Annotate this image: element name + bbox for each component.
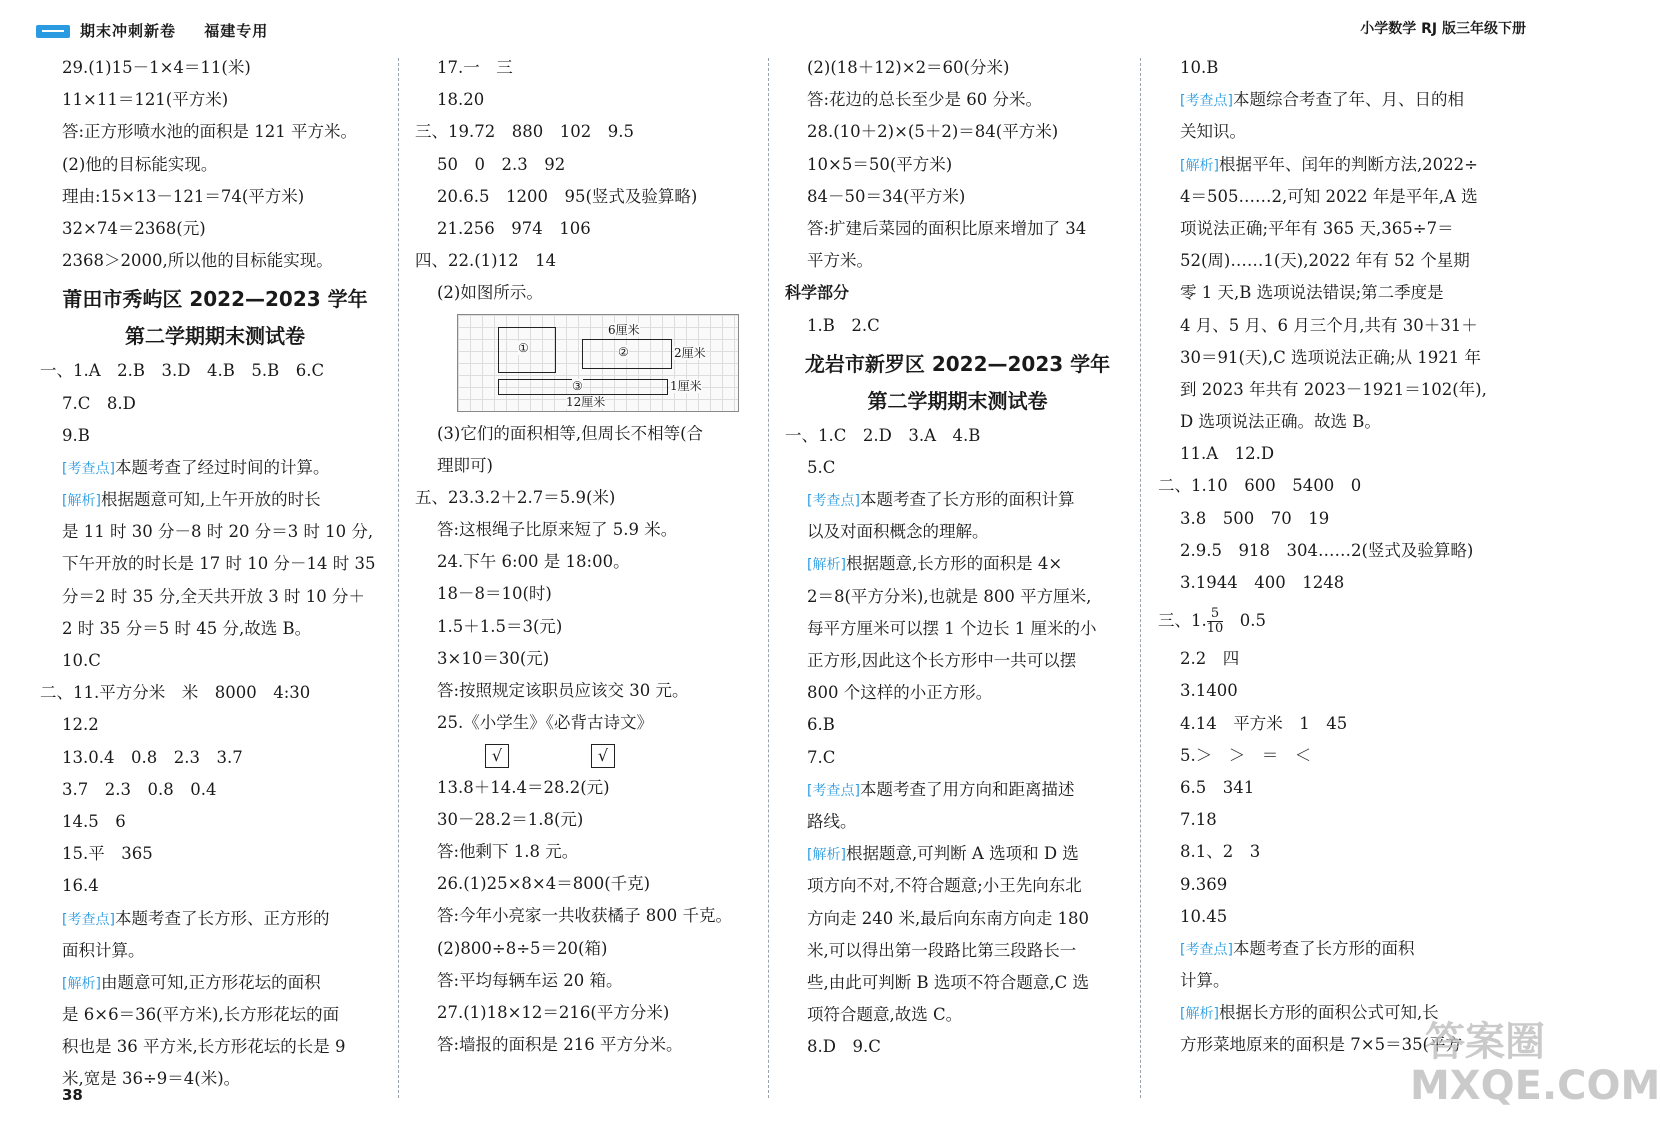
note-text: 800 个这样的小正方形。 <box>807 683 993 703</box>
answer-line: 15.平 365 <box>62 844 153 864</box>
checked-box-1: √ <box>485 744 509 768</box>
fraction-prefix: 三、1. <box>1158 611 1207 631</box>
note-line <box>1158 933 1530 965</box>
answer-line: 3×10＝30(元) <box>437 648 550 668</box>
grid-figure <box>457 314 739 412</box>
label-2cm: 2厘米 <box>674 345 706 360</box>
answer-line: (2)800÷8÷5＝20(箱) <box>437 938 608 958</box>
note-text: 根据长方形的面积公式可知,长 <box>1218 1003 1439 1023</box>
label-12cm: 12厘米 <box>566 394 606 409</box>
note-line <box>785 870 1130 902</box>
note-text: 些,由此可判断 B 选项不符合题意,C 选 <box>807 972 1089 992</box>
note-line <box>785 774 1130 806</box>
fraction-suffix: 0.5 <box>1223 611 1267 631</box>
note-line <box>785 967 1130 999</box>
column-divider <box>768 58 769 1098</box>
answer-line: 二、11.平方分米 米 8000 4:30 <box>40 683 311 703</box>
note-line <box>1158 245 1530 277</box>
note-text: 2＝8(平方分米),也就是 800 平方厘米, <box>807 586 1092 606</box>
note-tag: [考查点] <box>807 782 860 799</box>
note-line <box>1158 374 1530 406</box>
watermark-logo: 答案圈 MXQE.COM <box>1410 1019 1660 1109</box>
answer-line: 答:扩建后菜园的面积比原来增加了 34 <box>807 218 1087 238</box>
answer-line: 24.下午 6:00 是 18:00。 <box>437 552 630 572</box>
note-tag: [解析] <box>807 557 846 574</box>
answer-line: 答:墙报的面积是 216 平方分米。 <box>437 1035 683 1055</box>
answer-line: 29.(1)15－1×4＝11(米) <box>62 58 251 77</box>
checked-box-2: √ <box>591 744 615 768</box>
answer-line: 13.0.4 0.8 2.3 3.7 <box>62 747 243 767</box>
answer-line: 3.7 2.3 0.8 0.4 <box>62 779 217 799</box>
answer-line: 84－50＝34(平方米) <box>807 186 966 206</box>
note-text: 下午开放的时长是 17 时 10 分－14 时 35 <box>62 554 376 574</box>
answer-line: 5.＞ ＞ ＝ ＜ <box>1180 745 1312 765</box>
note-line <box>785 677 1130 709</box>
shape-3-label: ③ <box>572 378 583 393</box>
note-tag: [考查点] <box>1180 93 1233 110</box>
note-text: 积也是 36 平方米,长方形花坛的长是 9 <box>62 1037 346 1057</box>
answer-line: 11×11＝121(平方米) <box>62 90 229 110</box>
note-text: 米,可以得出第一段路比第三段路长一 <box>807 940 1077 960</box>
answer-line: 3.1400 <box>1180 681 1238 701</box>
note-line <box>785 903 1130 935</box>
answer-line: 30－28.2＝1.8(元) <box>437 809 584 829</box>
note-line <box>40 999 390 1031</box>
answer-line: 9.B <box>62 425 90 445</box>
answer-line: 7.18 <box>1180 810 1217 830</box>
answer-line: 答:正方形喷水池的面积是 121 平方米。 <box>62 122 358 142</box>
note-line <box>40 484 390 516</box>
note-text: 是 6×6＝36(平方米),长方形花坛的面 <box>62 1005 340 1025</box>
shape-1-label: ① <box>518 340 529 355</box>
answer-column-4 <box>1158 52 1530 1062</box>
fraction-denominator: 10 <box>1206 621 1224 637</box>
answer-line: 一、1.A 2.B 3.D 4.B 5.B 6.C <box>40 361 325 381</box>
series-logo-icon <box>36 25 70 38</box>
answer-line: 18.20 <box>437 90 485 110</box>
answer-line: 答:平均每辆车运 20 箱。 <box>437 970 623 990</box>
note-text: 本题考查了经过时间的计算。 <box>114 457 330 477</box>
answer-line: (2)他的目标能实现。 <box>62 154 218 174</box>
answer-line: 10×5＝50(平方米) <box>807 154 953 174</box>
answer-line: 理由:15×13－121＝74(平方米) <box>62 186 305 206</box>
note-line <box>785 516 1130 548</box>
answer-line: (2)如图所示。 <box>437 283 543 303</box>
page-header <box>0 0 1600 52</box>
fraction-numerator: 5 <box>1207 607 1224 622</box>
note-text: 52(周)……1(天),2022 年有 52 个星期 <box>1180 251 1470 271</box>
note-text: 2 时 35 分＝5 时 45 分,故选 B。 <box>62 618 312 638</box>
answer-line: 17.一 三 <box>437 58 513 77</box>
answer-line: 14.5 6 <box>62 811 126 831</box>
note-text: 是 11 时 30 分－8 时 20 分＝3 时 10 分, <box>62 522 374 542</box>
answer-line: 答:花边的总长至少是 60 分米。 <box>807 90 1043 110</box>
note-text: 根据题意,长方形的面积是 4× <box>845 554 1063 574</box>
note-text: 每平方厘米可以摆 1 个边长 1 厘米的小 <box>807 618 1097 638</box>
note-text: 4 月、5 月、6 月三个月,共有 30＋31＋ <box>1180 315 1478 335</box>
answer-line: 5.C <box>807 457 836 477</box>
note-line <box>40 613 390 645</box>
answer-line: 20.6.5 1200 95(竖式及验算略) <box>437 186 698 206</box>
exam-title: 龙岩市新罗区 2022—2023 学年 <box>804 351 1111 376</box>
answer-line: 32×74＝2368(元) <box>62 218 206 238</box>
note-text: 路线。 <box>807 811 857 831</box>
shape-2-label: ② <box>618 344 629 359</box>
answer-line: 28.(10＋2)×(5＋2)＝84(平方米) <box>807 122 1059 142</box>
note-line <box>1158 213 1530 245</box>
series-title: 期末冲刺新卷 <box>80 22 177 40</box>
note-line <box>1158 277 1530 309</box>
note-tag: [解析] <box>62 493 101 510</box>
answer-line: 10.C <box>62 651 101 670</box>
answer-line: 11.A 12.D <box>1180 444 1275 464</box>
note-text: 面积计算。 <box>62 940 145 960</box>
note-line <box>785 838 1130 870</box>
note-text: 到 2023 年共有 2023－1921＝102(年), <box>1180 379 1487 399</box>
note-line <box>40 516 390 548</box>
note-line <box>1158 181 1530 213</box>
page-number: 38 <box>62 1086 83 1104</box>
answer-line: 16.4 <box>62 876 99 896</box>
note-text: 本题考查了长方形、正方形的 <box>114 908 330 928</box>
note-line <box>40 967 390 999</box>
note-line <box>1158 310 1530 342</box>
answer-line: 答:按照规定该职员应该交 30 元。 <box>437 681 689 700</box>
note-tag: [解析] <box>62 975 101 992</box>
answer-line: 9.369 <box>1180 874 1228 894</box>
science-heading: 科学部分 <box>785 283 850 303</box>
answer-line: 21.256 974 106 <box>437 218 591 238</box>
note-text: 本题综合考查了年、月、日的相 <box>1232 90 1464 110</box>
answer-line: 50 0 2.3 92 <box>437 154 566 174</box>
answer-line: 答:这根绳子比原来短了 5.9 米。 <box>437 520 678 540</box>
note-text: 分＝2 时 35 分,全天共开放 3 时 10 分＋ <box>62 586 365 606</box>
answer-line: 26.(1)25×8×4＝800(千克) <box>437 874 651 894</box>
note-tag: [考查点] <box>1180 941 1233 958</box>
note-line <box>1158 116 1530 148</box>
note-tag: [考查点] <box>62 460 115 477</box>
note-line <box>40 1063 390 1095</box>
note-text: 正方形,因此这个长方形中一共可以摆 <box>807 651 1077 670</box>
note-line <box>1158 406 1530 438</box>
note-text: 4＝505……2,可知 2022 年是平年,A 选 <box>1180 186 1478 206</box>
note-text: 关知识。 <box>1180 122 1246 142</box>
answer-column-1 <box>40 52 390 1096</box>
note-text: 本题考查了长方形的面积 <box>1232 938 1415 958</box>
answer-line: 2.9.5 918 304……2(竖式及验算略) <box>1180 540 1474 560</box>
note-text: D 选项说法正确。故选 B。 <box>1180 412 1381 432</box>
note-text: 本题考查了长方形的面积计算 <box>859 490 1075 510</box>
answer-line: 13.8＋14.4＝28.2(元) <box>437 777 610 797</box>
answer-line: 答:今年小亮家一共收获橘子 800 千克。 <box>437 906 733 926</box>
checkbox-row <box>415 739 760 771</box>
answer-line: (3)它们的面积相等,但周长不相等(合 <box>437 423 704 443</box>
column-divider <box>398 58 399 1098</box>
note-tag: [解析] <box>1180 1006 1219 1023</box>
answer-line: 1.B 2.C <box>807 315 880 335</box>
note-text: 零 1 天,B 选项说法错误;第二季度是 <box>1180 283 1444 303</box>
note-text: 30＝91(天),C 选项说法正确;从 1921 年 <box>1180 347 1482 367</box>
rect-3 <box>498 379 668 395</box>
column-divider <box>1140 58 1141 1098</box>
answer-line: (2)(18＋12)×2＝60(分米) <box>807 58 1010 77</box>
answer-line: 1.5＋1.5＝3(元) <box>437 616 563 636</box>
note-line <box>1158 149 1530 181</box>
note-line <box>785 548 1130 580</box>
label-6cm: 6厘米 <box>608 322 640 337</box>
fraction-line <box>1158 599 1530 643</box>
note-line <box>40 452 390 484</box>
answer-line: 二、1.10 600 5400 0 <box>1158 476 1362 496</box>
note-line <box>785 935 1130 967</box>
answer-line: 五、23.3.2＋2.7＝5.9(米) <box>415 487 616 507</box>
note-text: 以及对面积概念的理解。 <box>807 522 989 542</box>
answer-line: 25.《小学生》《必背古诗文》 <box>437 713 653 733</box>
note-line <box>785 484 1130 516</box>
answer-line: 10.B <box>1180 58 1219 77</box>
note-line <box>1158 84 1530 116</box>
note-text: 方形菜地原来的面积是 7×5＝35(平方 <box>1180 1035 1462 1055</box>
note-text: 米,宽是 36÷9＝4(米)。 <box>62 1069 241 1089</box>
note-text: 本题考查了用方向和距离描述 <box>859 779 1075 799</box>
answer-line: 四、22.(1)12 14 <box>415 251 557 271</box>
note-line <box>785 806 1130 838</box>
edition-label: 福建专用 <box>204 22 269 40</box>
fraction <box>1207 607 1224 636</box>
note-text: 由题意可知,正方形花坛的面积 <box>100 972 321 992</box>
subject-label: 小学数学 RJ 版三年级下册 <box>1360 21 1526 37</box>
exam-title: 莆田市秀屿区 2022—2023 学年 <box>62 287 368 312</box>
answer-line: 4.14 平方米 1 45 <box>1180 713 1348 733</box>
header-left <box>80 20 290 41</box>
answer-line: 12.2 <box>62 715 99 735</box>
answer-line: 8.1、2 3 <box>1180 842 1261 862</box>
answer-line: 18－8＝10(时) <box>437 584 552 604</box>
note-text: 项符合题意,故选 C。 <box>807 1005 963 1025</box>
answer-line: 7.C <box>807 747 836 767</box>
label-1cm: 1厘米 <box>670 378 702 393</box>
note-line <box>1158 965 1530 997</box>
note-text: 计算。 <box>1180 971 1230 991</box>
answer-line: 10.45 <box>1180 906 1228 926</box>
note-line <box>1158 342 1530 374</box>
note-text: 根据题意可知,上午开放的时长 <box>100 490 321 510</box>
answer-line: 3.1944 400 1248 <box>1180 573 1345 592</box>
note-line <box>40 903 390 935</box>
exam-subtitle: 第二学期期末测试卷 <box>867 388 1048 413</box>
note-line <box>40 581 390 613</box>
note-text: 项方向不对,不符合题意;小王先向东北 <box>807 876 1082 896</box>
note-line <box>40 548 390 580</box>
note-text: 根据平年、闰年的判断方法,2022÷ <box>1218 154 1478 174</box>
answer-line: 2368＞2000,所以他的目标能实现。 <box>62 251 333 271</box>
answer-column-2 <box>415 52 760 1061</box>
answer-line: 3.8 500 70 19 <box>1180 508 1330 528</box>
note-tag: [解析] <box>807 847 846 864</box>
answer-line: 一、1.C 2.D 3.A 4.B <box>785 425 981 445</box>
note-line <box>40 1031 390 1063</box>
note-text: 项说法正确;平年有 365 天,365÷7＝ <box>1180 218 1454 238</box>
exam-subtitle: 第二学期期末测试卷 <box>125 324 305 349</box>
note-text: 方向走 240 米,最后向东南方向走 180 <box>807 908 1089 928</box>
answer-line: 6.5 341 <box>1180 777 1255 797</box>
answer-line: 答:他剩下 1.8 元。 <box>437 841 579 861</box>
note-line <box>785 581 1130 613</box>
answer-line: 平方米。 <box>807 251 873 271</box>
answer-column-3 <box>785 52 1130 1063</box>
note-tag: [考查点] <box>62 911 115 928</box>
note-tag: [考查点] <box>807 493 860 510</box>
note-text: 根据题意,可判断 A 选项和 D 选 <box>845 844 1079 864</box>
note-line <box>785 613 1130 645</box>
note-tag: [解析] <box>1180 157 1219 174</box>
note-line <box>785 999 1130 1031</box>
answer-line: 理即可) <box>437 455 493 475</box>
answer-line: 6.B <box>807 715 835 735</box>
answer-line: 2.2 四 <box>1180 649 1240 669</box>
note-line <box>40 935 390 967</box>
answer-line: 8.D 9.C <box>807 1037 881 1057</box>
answer-line: 三、19.72 880 102 9.5 <box>415 122 634 142</box>
note-line <box>785 645 1130 677</box>
answer-line: 27.(1)18×12＝216(平方分米) <box>437 1002 670 1022</box>
answer-line: 7.C 8.D <box>62 393 136 413</box>
